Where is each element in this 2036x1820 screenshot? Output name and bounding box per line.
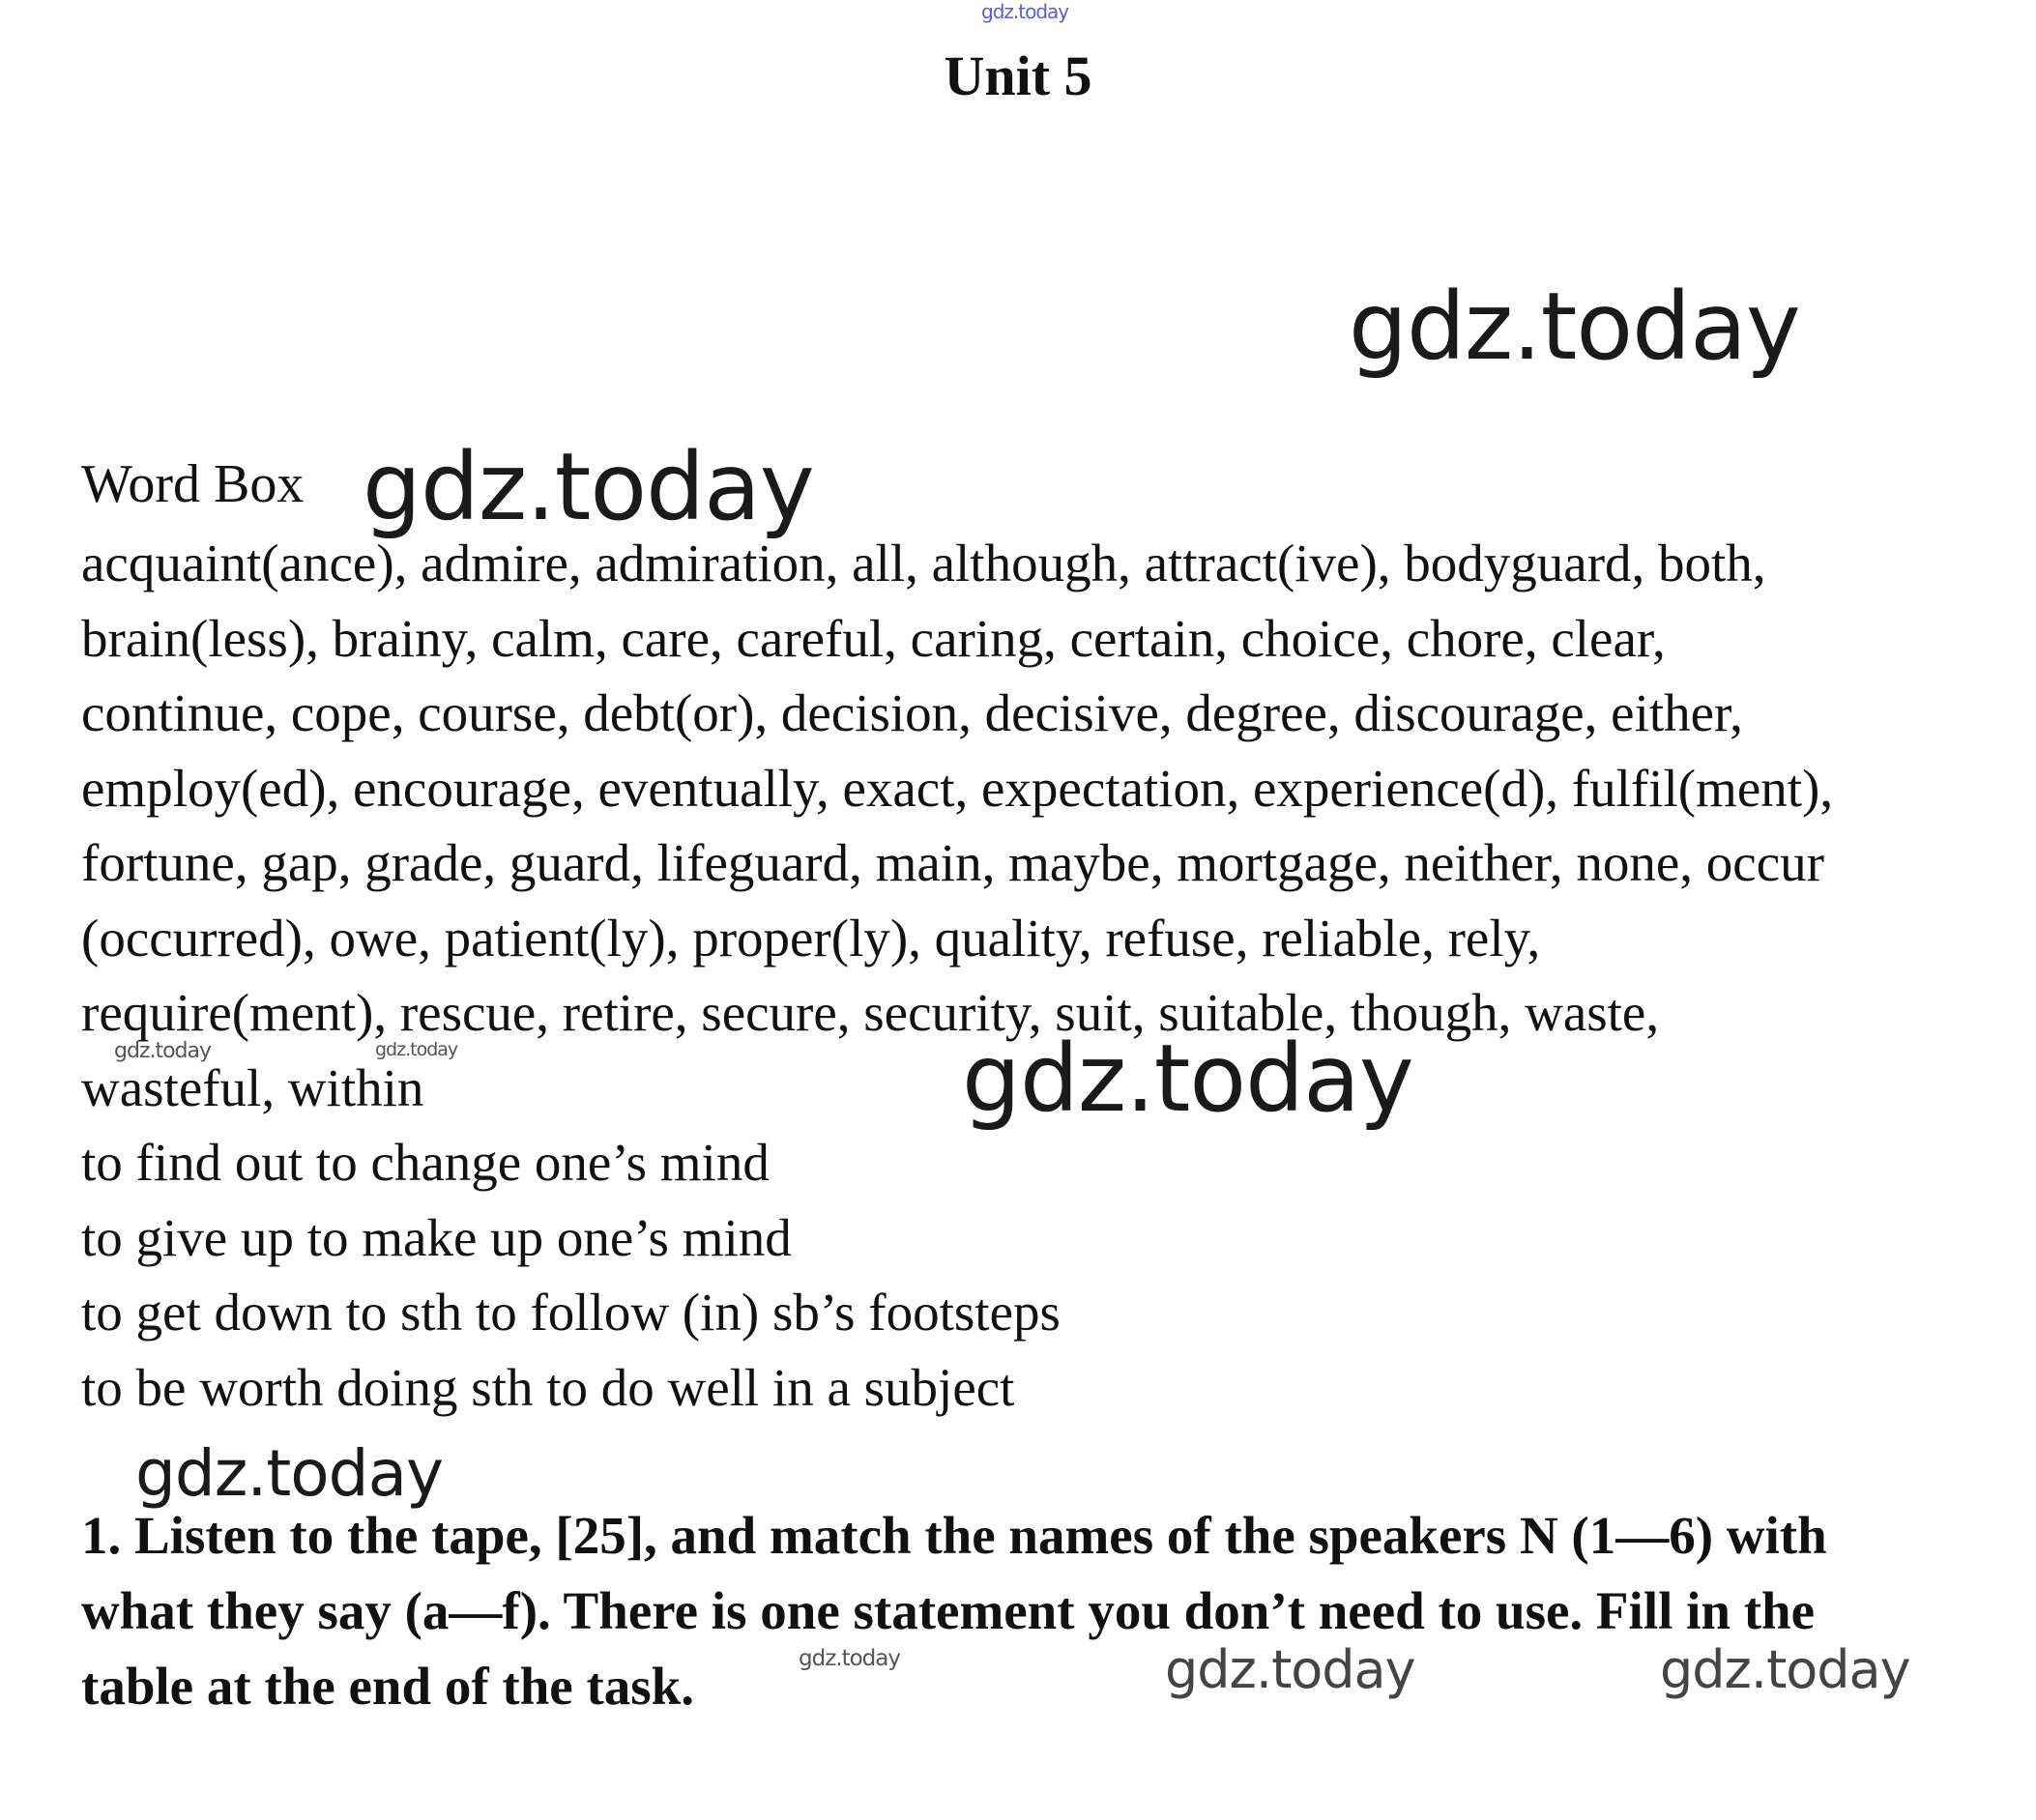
phrase-line: to be worth doing sth to do well in a subject	[81, 1357, 1015, 1417]
watermark-medium: gdz.today	[1165, 1639, 1415, 1700]
word-box-line: wasteful, within	[81, 1057, 424, 1117]
task-line: what they say (a—f). There is one statement you don’t need to use. Fill in the	[81, 1581, 1816, 1640]
watermark-top: gdz.today	[981, 0, 1069, 23]
watermark-small: gdz.today	[799, 1646, 900, 1671]
word-box-heading: Word Box	[81, 454, 305, 514]
word-box-line: require(ment), rescue, retire, secure, security, suit, suitable, though, waste,	[81, 983, 1660, 1042]
watermark-large-left: gdz.today	[363, 433, 814, 541]
word-box-line: (occurred), owe, patient(ly), proper(ly), quality, refuse, reliable, rely,	[81, 908, 1541, 968]
word-box-line: fortune, gap, grade, guard, lifeguard, main, maybe, mortgage, neither, none, occur	[81, 833, 1824, 892]
phrase-line: to find out to change one’s mind	[81, 1133, 770, 1192]
word-box-line: acquaint(ance), admire, admiration, all, although, attract(ive), bodyguard, both,	[81, 534, 1766, 592]
watermark-medium: gdz.today	[135, 1436, 444, 1511]
task-line: table at the end of the task.	[81, 1657, 695, 1716]
watermark-small: gdz.today	[375, 1039, 458, 1060]
phrase-line: to give up to make up one’s mind	[81, 1207, 792, 1267]
word-box-line: employ(ed), encourage, eventually, exact, expectation, experience(d), fulfil(ment),	[81, 758, 1834, 818]
watermark-small: gdz.today	[114, 1039, 212, 1063]
task-line: 1. Listen to the tape, [25], and match the names of the speakers N (1—6) with	[81, 1506, 1827, 1565]
phrase-list	[81, 1125, 1061, 1425]
unit-title: Unit 5	[944, 44, 1092, 107]
watermark-medium: gdz.today	[1660, 1639, 1910, 1700]
watermark-large-right: gdz.today	[1349, 273, 1800, 381]
phrase-line: to get down to sth to follow (in) sb’s footsteps	[81, 1283, 1061, 1342]
word-box-line: brain(less), brainy, calm, care, careful, caring, certain, choice, chore, clear,	[81, 608, 1666, 668]
word-box-line: continue, cope, course, debt(or), decision, decisive, degree, discourage, either,	[81, 683, 1743, 742]
watermark-large-center: gdz.today	[962, 1025, 1413, 1133]
